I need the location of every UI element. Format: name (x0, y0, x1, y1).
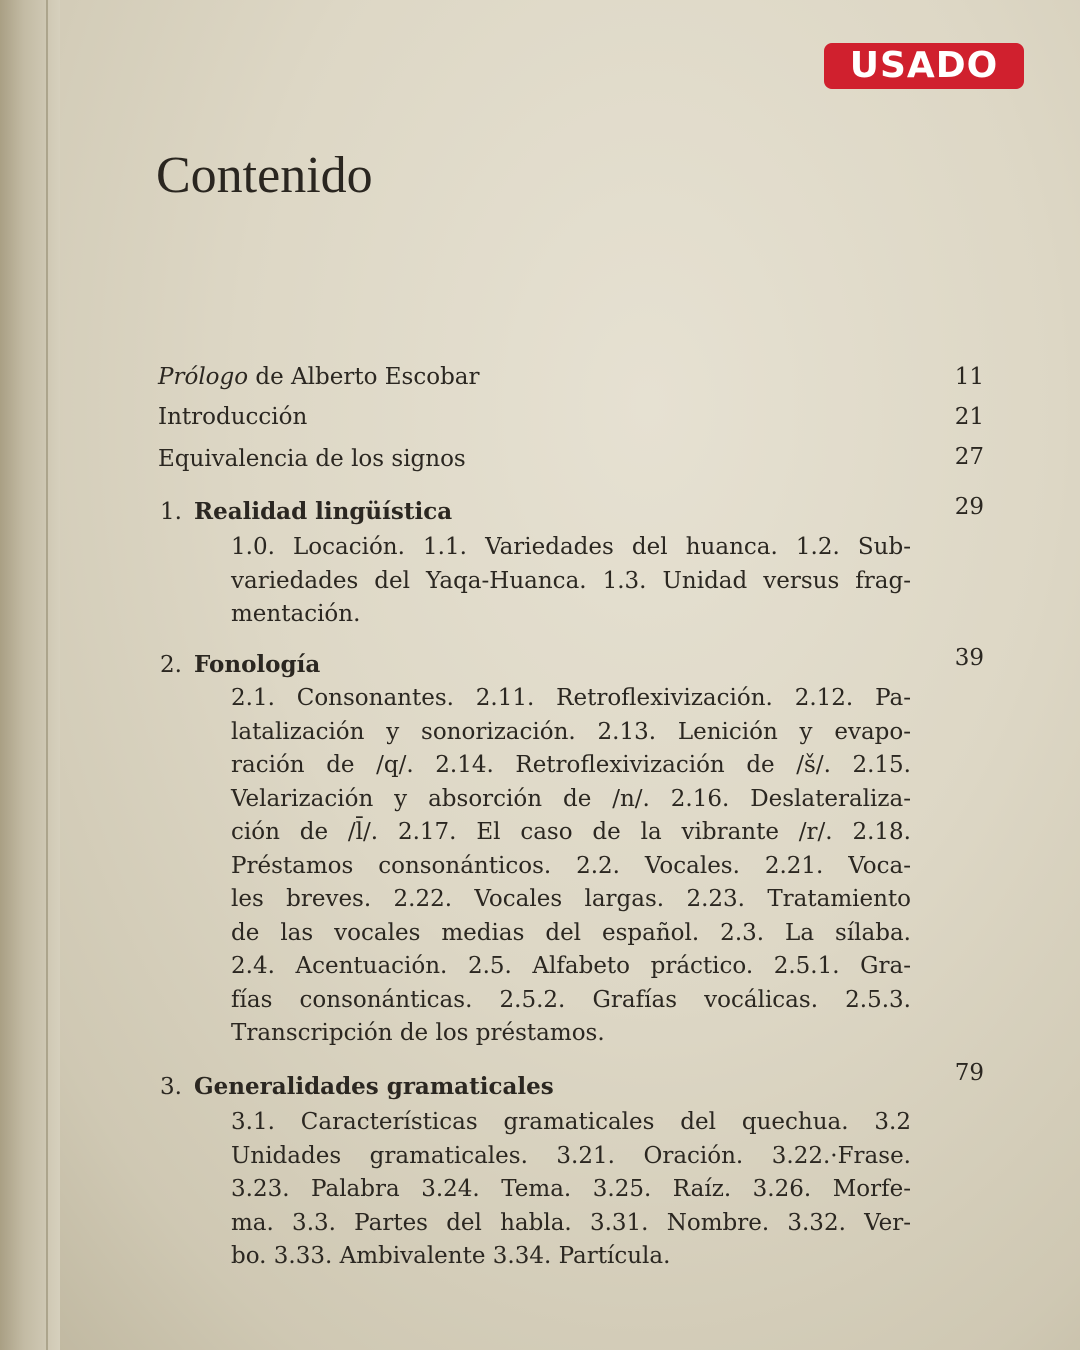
page-title: Contenido (156, 147, 373, 204)
toc-page-number: 21 (954, 404, 984, 430)
gutter-shadow-line (46, 0, 48, 1350)
contents-line: Velarización y absorción de /n/. 2.16. Deslateraliza- (231, 785, 911, 812)
toc-page-number: 11 (954, 364, 984, 390)
chapter-number: 2. (160, 652, 182, 678)
toc-entry-text: de Alberto Escobar (248, 364, 480, 390)
toc-page-number: 27 (954, 444, 984, 470)
contents-line: mentación. (231, 601, 361, 627)
contents-line: 2.1. Consonantes. 2.11. Retroflexivización. 2.12. Pa- (231, 685, 911, 711)
chapter-1-heading (160, 498, 452, 525)
contents-line: ción de /l̄/. 2.17. El caso de la vibrante /r/. 2.18. (231, 819, 911, 845)
chapter-3-heading (160, 1073, 554, 1100)
chapter-page-number: 29 (954, 494, 984, 520)
contents-line: ración de /q/. 2.14. Retroflexivización de /š/. 2.15. (231, 752, 911, 778)
chapter-2-contents (231, 682, 911, 1051)
chapter-title: Generalidades gramaticales (193, 1073, 554, 1100)
toc-entry-prologo (158, 364, 480, 390)
contents-line: 3.1. Características gramaticales del quechua. 3.2 (231, 1109, 911, 1135)
contents-line: 1.0. Locación. 1.1. Variedades del huanca. 1.2. Sub- (231, 534, 911, 560)
contents-line: 2.4. Acentuación. 2.5. Alfabeto práctico. 2.5.1. Gra- (231, 953, 911, 979)
contents-line: 3.23. Palabra 3.24. Tema. 3.25. Raíz. 3.26. Morfe- (231, 1176, 911, 1202)
contents-line: ma. 3.3. Partes del habla. 3.31. Nombre. 3.32. Ver- (231, 1209, 911, 1236)
chapter-title: Realidad lingüística (193, 498, 453, 525)
chapter-number: 1. (160, 499, 182, 525)
contents-line: les breves. 2.22. Vocales largas. 2.23. Tratamiento (231, 886, 911, 912)
contents-line: Transcripción de los préstamos. (231, 1020, 605, 1046)
contents-line: Préstamos consonánticos. 2.2. Vocales. 2.21. Voca- (231, 852, 911, 879)
chapter-page-number: 39 (954, 645, 984, 671)
toc-entry-equivalencia (158, 446, 466, 472)
chapter-title: Fonología (193, 651, 321, 678)
contents-line: latalización y sonorización. 2.13. Lenición y evapo- (231, 718, 911, 745)
chapter-page-number: 79 (954, 1060, 984, 1086)
contents-line: Unidades gramaticales. 3.21. Oración. 3.22.·Frase. (231, 1142, 911, 1169)
chapter-number: 3. (160, 1074, 182, 1100)
toc-entry-introduccion (158, 404, 307, 430)
used-badge: USADO (824, 43, 1024, 89)
contents-line: variedades del Yaqa-Huanca. 1.3. Unidad versus frag- (231, 567, 911, 594)
chapter-2-heading (160, 651, 320, 678)
toc-entry-italic: Prólogo (158, 364, 249, 390)
book-gutter (0, 0, 60, 1350)
contents-line: de las vocales medias del español. 2.3. La sílaba. (231, 919, 911, 946)
contents-line: fías consonánticas. 2.5.2. Grafías vocálicas. 2.5.3. (231, 986, 911, 1013)
chapter-1-contents (231, 531, 911, 632)
chapter-3-contents (231, 1106, 911, 1274)
toc-entry-text: Equivalencia de los signos (158, 446, 466, 472)
contents-line: bo. 3.33. Ambivalente 3.34. Partícula. (231, 1243, 671, 1269)
toc-entry-text: Introducción (158, 404, 308, 430)
